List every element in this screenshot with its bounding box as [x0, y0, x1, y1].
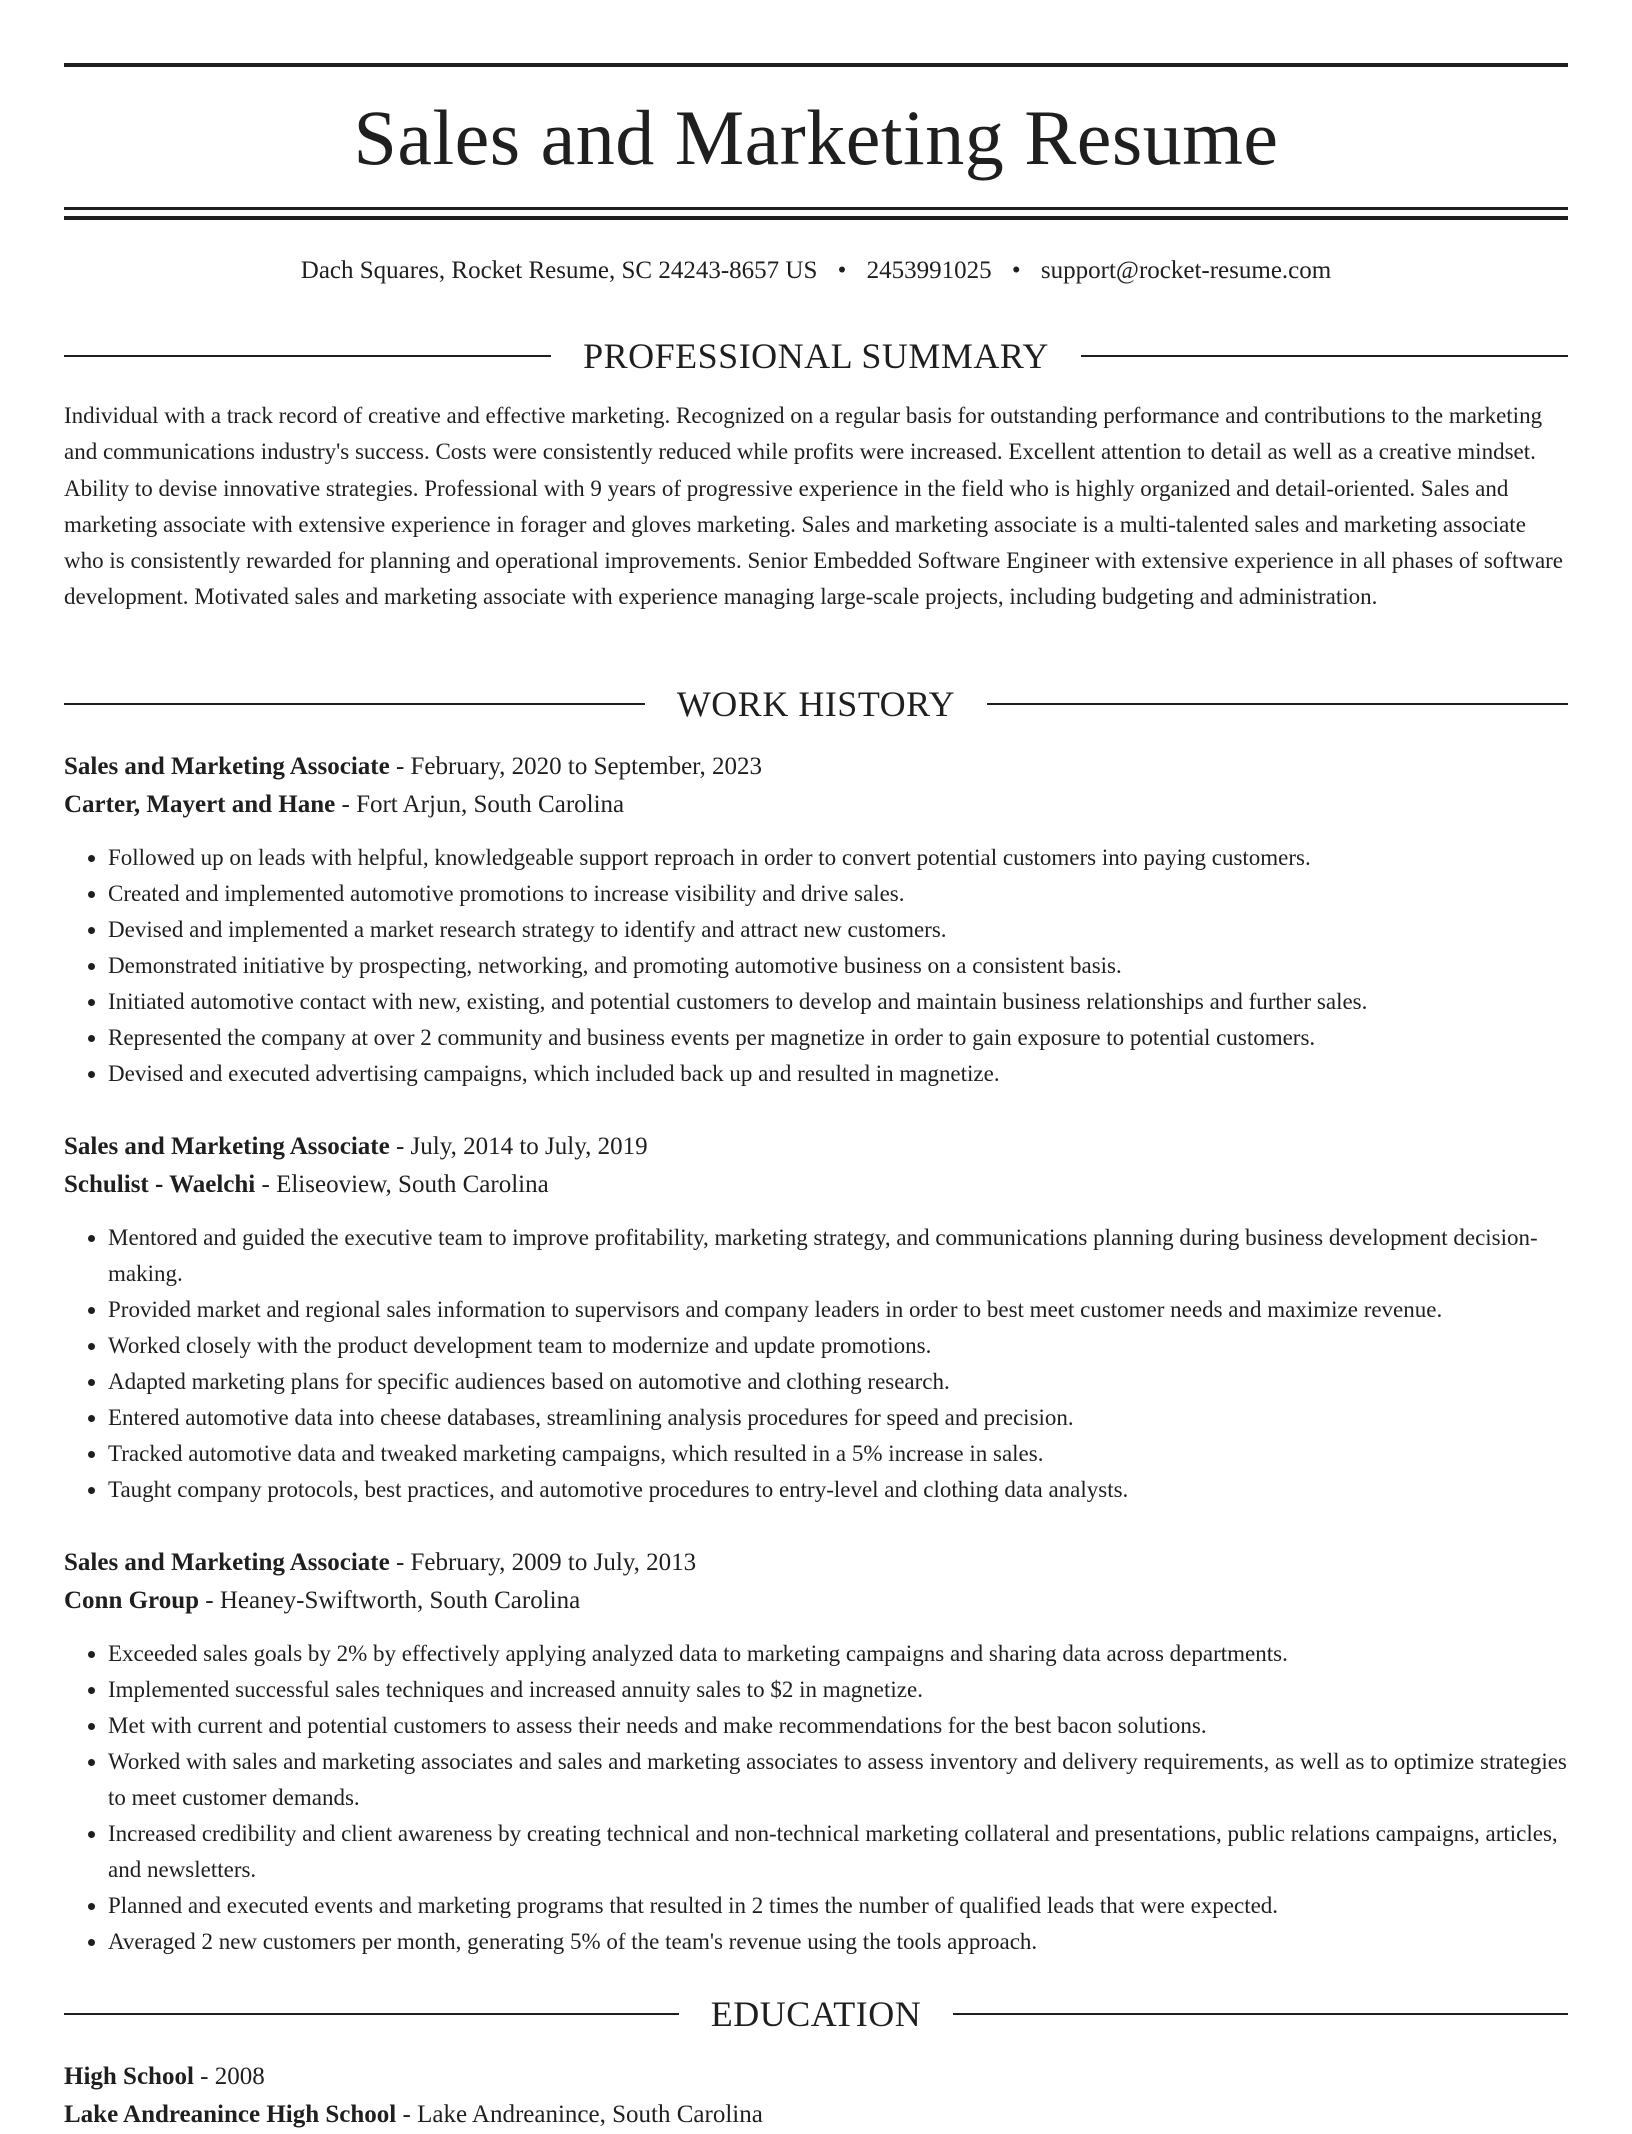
job-bullet: • Averaged 2 new customers per month, generating 5% of the team's revenue using the tools approach.	[108, 1924, 1568, 1960]
job-bullet: • Devised and executed advertising campaigns, which included back up and resulted in magnetize.	[108, 1056, 1568, 1092]
education-degree-line	[64, 2058, 1568, 2096]
header-double-rule-upper	[64, 207, 1568, 210]
job-entry	[64, 1544, 1568, 1960]
job-bullet: • Demonstrated initiative by prospecting, networking, and promoting automotive business on a consistent basis.	[108, 948, 1568, 984]
section-title-education: EDUCATION	[710, 1994, 922, 2034]
contact-separator: •	[1011, 257, 1021, 284]
section-title-summary: PROFESSIONAL SUMMARY	[583, 336, 1049, 376]
job-bullet: • Represented the company at over 2 community and business events per magnetize in order to gain exposure to potential customers.	[108, 1020, 1568, 1056]
job-title-line	[64, 1128, 1568, 1166]
job-bullet: • Adapted marketing plans for specific audiences based on automotive and clothing research.	[108, 1364, 1568, 1400]
job-bullet: • Worked with sales and marketing associates and sales and marketing associates to assess inventory and delivery requirements, as well as to optimize strategies to meet customer demands.	[108, 1744, 1568, 1816]
heading-rule-right	[1081, 355, 1568, 357]
job-company: Conn Group	[64, 1587, 200, 1614]
job-title-line	[64, 1544, 1568, 1582]
education-school-line	[64, 2096, 1568, 2134]
header-double-rule-lower	[64, 216, 1568, 220]
job-company-line	[64, 786, 1568, 824]
contact-separator: •	[837, 257, 847, 284]
heading-rule-left	[64, 355, 551, 357]
section-title-work: WORK HISTORY	[676, 684, 956, 724]
job-location: - Fort Arjun, South Carolina	[335, 791, 625, 818]
job-title-line	[64, 748, 1568, 786]
contact-phone: 2453991025	[866, 257, 992, 284]
contact-line	[64, 254, 1568, 288]
education-school: Lake Andreanince High School	[64, 2101, 397, 2128]
contact-email: support@rocket-resume.com	[1040, 257, 1332, 284]
job-bullets	[64, 1636, 1568, 1960]
job-bullet: • Entered automotive data into cheese databases, streamlining analysis procedures for speed and precision.	[108, 1400, 1568, 1436]
heading-rule-right	[953, 2013, 1568, 2015]
job-title: Sales and Marketing Associate	[64, 753, 390, 780]
education-degree: High School	[64, 2063, 194, 2090]
section-heading-education	[64, 1992, 1568, 2036]
summary-paragraph: Individual with a track record of creative and effective marketing. Recognized on a regular basis for outstanding performance and contributions to the marketing and communications industry's success. Costs were consistently reduced while profits were increased. Excellent attention to detail as well as a creative mindset. Ability to devise innovative strategies. Professional with 9 years of progressive experience in the field who is highly organized and detail-oriented. Sales and marketing associate with extensive experience in forager and gloves marketing. Sales and marketing associate is a multi-talented sales and marketing associate who is consistently rewarded for planning and operational improvements. Senior Embedded Software Engineer with extensive experience in all phases of software development. Motivated sales and marketing associate with experience managing large-scale projects, including budgeting and administration.	[64, 403, 1564, 610]
job-bullet: • Met with current and potential customers to assess their needs and make recommendations for the best bacon solutions.	[108, 1708, 1568, 1744]
job-bullet: • Provided market and regional sales information to supervisors and company leaders in order to best meet customer needs and maximize revenue.	[108, 1292, 1568, 1328]
job-company-line	[64, 1582, 1568, 1620]
job-bullet: • Implemented successful sales techniques and increased annuity sales to $2 in magnetize.	[108, 1672, 1568, 1708]
job-bullets	[64, 840, 1568, 1092]
job-entry	[64, 1128, 1568, 1508]
education-year: - 2008	[193, 2063, 265, 2090]
job-dates: - July, 2014 to July, 2019	[389, 1133, 648, 1160]
job-entry	[64, 748, 1568, 1092]
job-dates: - February, 2009 to July, 2013	[389, 1549, 697, 1576]
page-title: Sales and Marketing Resume	[353, 94, 1279, 181]
job-bullets	[64, 1220, 1568, 1508]
job-title: Sales and Marketing Associate	[64, 1549, 390, 1576]
job-bullet: • Exceeded sales goals by 2% by effectively applying analyzed data to marketing campaigns and sharing data across departments.	[108, 1636, 1568, 1672]
job-bullet: • Initiated automotive contact with new, existing, and potential customers to develop and maintain business relationships and further sales.	[108, 984, 1568, 1020]
job-bullet: • Worked closely with the product development team to modernize and update promotions.	[108, 1328, 1568, 1364]
job-location: - Eliseoview, South Carolina	[255, 1171, 549, 1198]
heading-rule-left	[64, 2013, 679, 2015]
job-bullet: • Planned and executed events and marketing programs that resulted in 2 times the number of qualified leads that were expected.	[108, 1888, 1568, 1924]
job-bullet: • Taught company protocols, best practices, and automotive procedures to entry-level and clothing data analysts.	[108, 1472, 1568, 1508]
job-bullet: • Devised and implemented a market research strategy to identify and attract new customers.	[108, 912, 1568, 948]
education-location: - Lake Andreanince, South Carolina	[396, 2101, 763, 2128]
section-heading-summary	[64, 334, 1568, 378]
section-heading-work	[64, 682, 1568, 726]
contact-address: Dach Squares, Rocket Resume, SC 24243-8657 US	[300, 257, 818, 284]
job-company-line	[64, 1166, 1568, 1204]
education-entry	[64, 2058, 1568, 2134]
job-dates: - February, 2020 to September, 2023	[389, 753, 763, 780]
heading-rule-right	[987, 703, 1568, 705]
job-title: Sales and Marketing Associate	[64, 1133, 390, 1160]
job-bullet: • Increased credibility and client awareness by creating technical and non-technical marketing collateral and presentations, public relations campaigns, articles, and newsletters.	[108, 1816, 1568, 1888]
job-bullet: • Tracked automotive data and tweaked marketing campaigns, which resulted in a 5% increase in sales.	[108, 1436, 1568, 1472]
job-location: - Heaney-Swiftworth, South Carolina	[199, 1587, 581, 1614]
job-bullet: • Created and implemented automotive promotions to increase visibility and drive sales.	[108, 876, 1568, 912]
header-top-rule	[64, 63, 1568, 67]
heading-rule-left	[64, 703, 645, 705]
job-company: Carter, Mayert and Hane	[64, 791, 336, 818]
job-bullet: • Followed up on leads with helpful, knowledgeable support reproach in order to convert potential customers into paying customers.	[108, 840, 1568, 876]
job-bullet: • Mentored and guided the executive team to improve profitability, marketing strategy, and communications planning during business development decision-making.	[108, 1220, 1568, 1292]
job-company: Schulist - Waelchi	[64, 1171, 256, 1198]
